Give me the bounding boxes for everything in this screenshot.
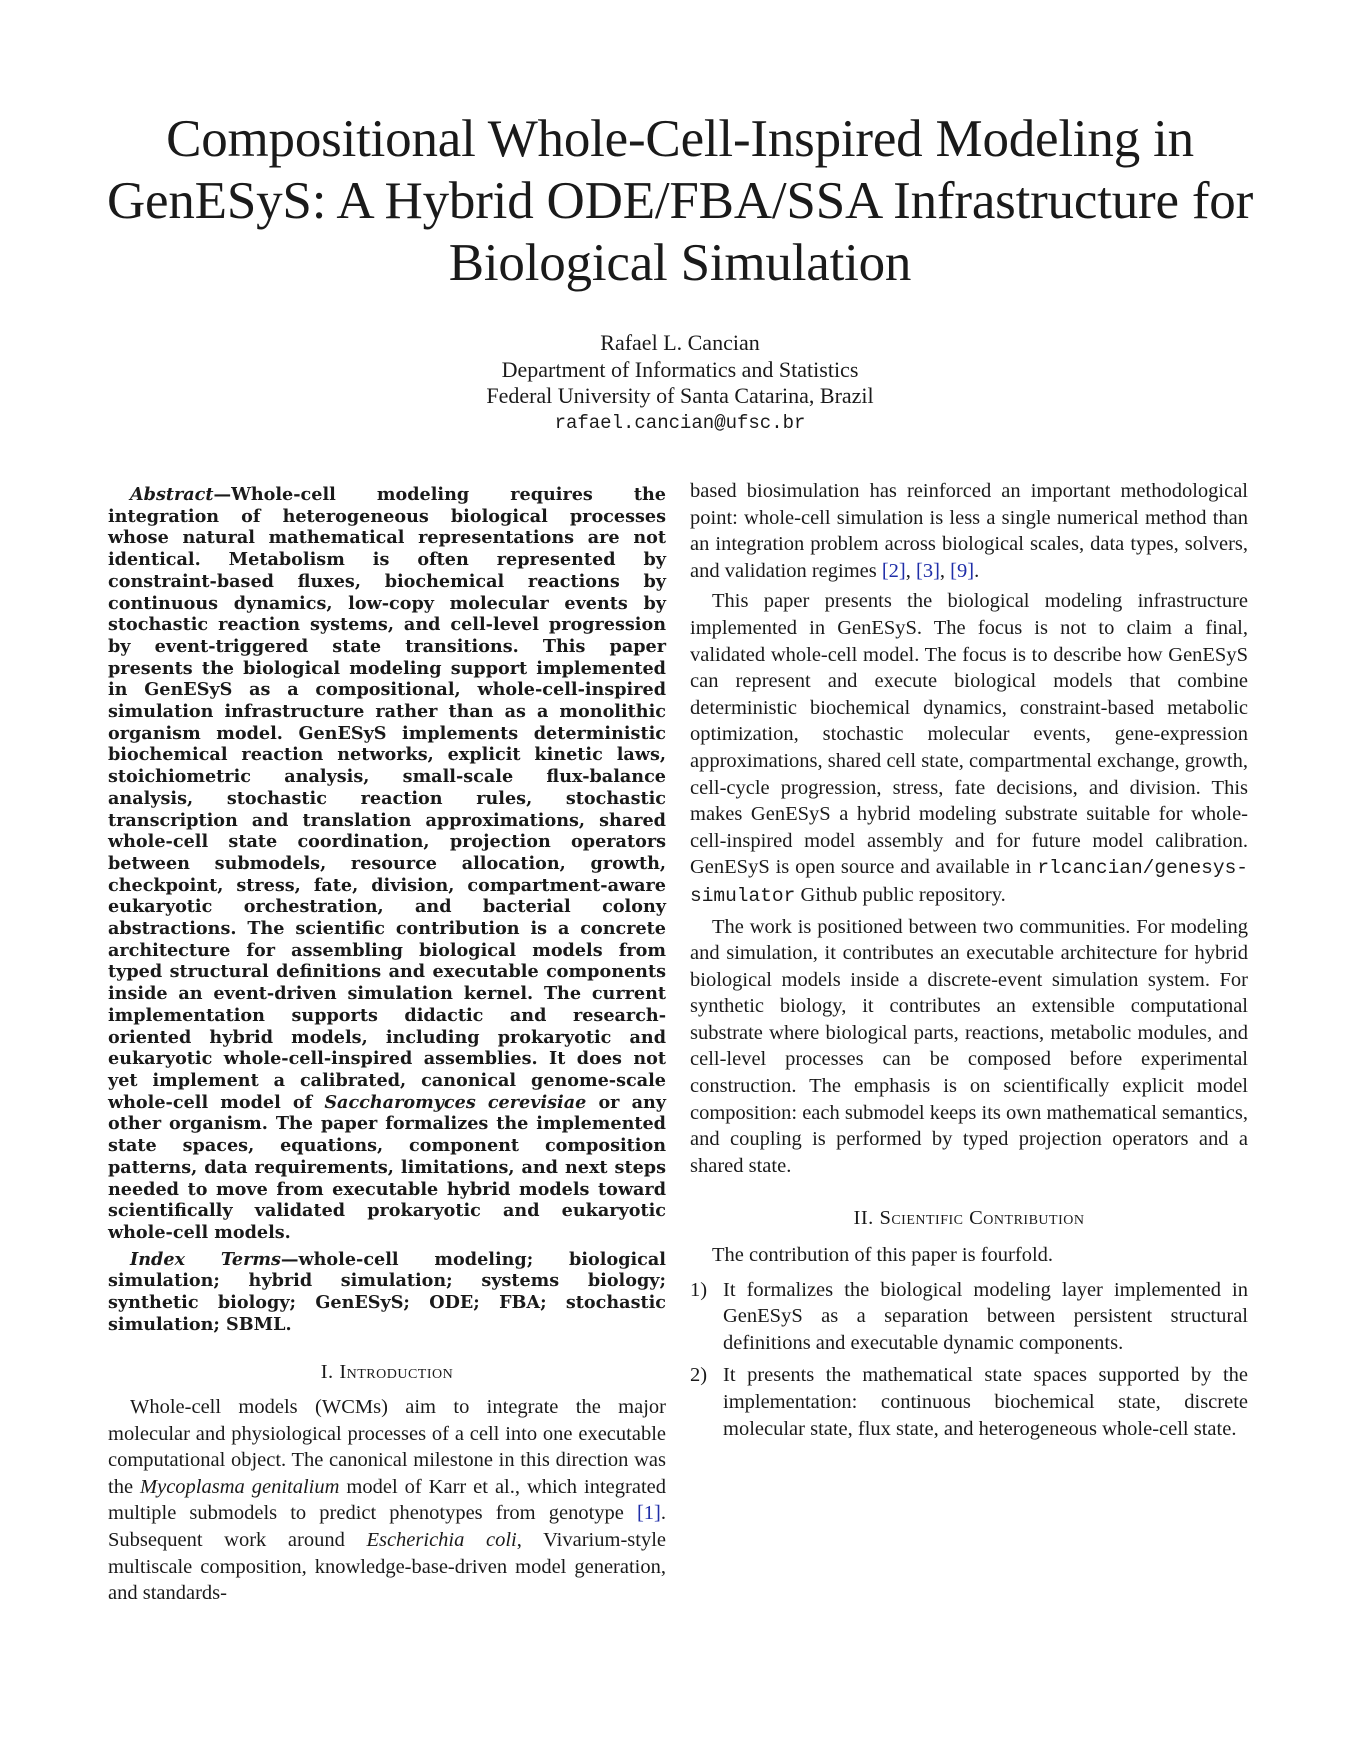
list-number: 1) — [690, 1278, 708, 1301]
index-terms-text: —whole-cell modeling; biological simulation; hybrid simulation; systems biology; synthetic biology; GenESyS; ODE; FBA; stochastic simulation; SBML. — [108, 1248, 666, 1335]
index-terms — [108, 1249, 666, 1336]
repository-name: rlcancian/genesys-simulator — [690, 857, 1248, 907]
citation-link[interactable]: [3] — [916, 559, 940, 582]
author-email: rafael.cancian@ufsc.br — [554, 411, 806, 434]
abstract — [108, 484, 666, 1244]
text-run: Github public repository. — [795, 883, 1006, 906]
organism-name: Escherichia coli — [366, 1528, 517, 1551]
section-numeral: II. — [853, 1207, 874, 1230]
list-item-text: It presents the mathematical state spaces supported by the implementation: continuous biochemical state, discrete molecular state, flux state, and heterogeneous whole-cell state. — [723, 1364, 1248, 1440]
abstract-organism: Saccharomyces cerevisiae — [324, 1091, 587, 1113]
text-run: based biosimulation has reinforced an important methodological point: whole-cell simulation is less a single numerical method than an integration problem across biological scales, data types, solvers, and validation regimes — [690, 480, 1248, 582]
contribution-intro: The contribution of this paper is fourfold. — [712, 1244, 1054, 1267]
citation-link[interactable]: [1] — [636, 1502, 661, 1525]
list-item — [690, 1277, 1248, 1357]
text-run-continued: , Vivarium-style multiscale composition, knowledge-base-driven model generation, and standards- — [108, 1528, 666, 1605]
list-number: 2) — [690, 1364, 708, 1387]
section-heading-introduction — [108, 1359, 666, 1386]
intro-paragraph-1-continued — [690, 478, 1248, 584]
section-title: Scientific Contribution — [879, 1207, 1085, 1230]
text-run: , — [939, 559, 951, 582]
left-column — [108, 484, 666, 1607]
section-heading-contribution — [690, 1205, 1248, 1232]
contribution-list — [690, 1277, 1248, 1443]
list-item-text: It formalizes the biological modeling layer implemented in GenESyS as a separation between persistent structural definitions and executable dynamic components. — [723, 1278, 1248, 1354]
intro-paragraph-3: The work is positioned between two communities. For modeling and simulation, it contributes an executable architecture for hybrid biological models inside a discrete-event simulation system. For synthetic biology, it contributes an extensible computational substrate where biological parts, reactions, metabolic modules, and cell-level processes can be composed before experimental construction. The emphasis is on scientifically explicit model composition: each submodel keeps its own mathematical semantics, and coupling is performed by typed projection operators and a shared state. — [690, 915, 1248, 1177]
intro-paragraph-1 — [108, 1394, 666, 1607]
author-block — [380, 330, 980, 436]
author-university: Federal University of Santa Catarina, Brazil — [486, 383, 874, 408]
author-department: Department of Informatics and Statistics — [501, 356, 859, 382]
section-title: Introduction — [339, 1361, 454, 1384]
text-run: , — [905, 559, 917, 582]
paper-title: Compositional Whole-Cell-Inspired Modeling in GenESyS: A Hybrid ODE/FBA/SSA Infrastructure for Biological Simulation — [106, 110, 1254, 292]
abstract-text: —Whole-cell modeling requires the integration of heterogeneous biological processes whose natural mathematical representations are not identical. Metabolism is often represented by constraint-based fluxes, biochemical reactions by continuous dynamics, low-copy molecular events by stochastic reaction systems, and cell-level progression by event-triggered state transitions. This paper presents the biological modeling support implemented in GenESyS as a compositional, whole-cell-inspired simulation infrastructure rather than as a monolithic organism model. GenESyS implements deterministic biochemical reaction networks, explicit kinetic laws, stoichiometric analysis, small-scale flux-balance analysis, stochastic reaction rules, stochastic transcription and translation approximations, shared whole-cell state coordination, projection operators between submodels, resource allocation, growth, checkpoint, stress, fate, division, compartment-aware eukaryotic orchestration, and bacterial colony abstractions. The scientific contribution is a concrete architecture for assembling biological models from typed structural definitions and executable components inside an event-driven simulation kernel. The current implementation supports didactic and research-oriented hybrid models, including prokaryotic and eukaryotic whole-cell-inspired assemblies. It does not yet implement a calibrated, canonical genome-scale whole-cell model of — [108, 484, 666, 1113]
intro-paragraph-2 — [690, 588, 1248, 909]
text-run: This paper presents the biological modeling infrastructure implemented in GenESyS. The focus is not to claim a final, validated whole-cell model. The focus is to describe how GenESyS can represent and execute biological models that combine deterministic biochemical dynamics, constraint-based metabolic optimization, stochastic molecular events, gene-expression approximations, shared cell state, compartmental exchange, growth, cell-cycle progression, stress, fate decisions, and division. This makes GenESyS a hybrid modeling substrate suitable for whole-cell-inspired model assembly and for future model calibration. GenESyS is open source and available in — [690, 590, 1248, 879]
text-run: model of Karr et al., which integrated multiple submodels to predict phenotypes from genotype — [108, 1475, 666, 1525]
text-run: . — [974, 559, 980, 582]
citation-link[interactable]: [9] — [950, 559, 975, 582]
text-run: Whole-cell models (WCMs) aim to integrate the major molecular and physiological processes of a cell into one executable computational object. The canonical milestone in this direction was the — [108, 1396, 666, 1498]
organism-name: Mycoplasma genitalium — [140, 1475, 340, 1498]
abstract-text-end: or any other organism. The paper formalizes the implemented state spaces, equations, component composition patterns, data requirements, limitations, and next steps needed to move from executable hybrid models toward scientifically validated prokaryotic and eukaryotic whole-cell models. — [108, 1091, 666, 1243]
right-column — [690, 478, 1248, 1448]
index-terms-label: Index Terms — [130, 1248, 281, 1270]
author-name: Rafael L. Cancian — [600, 330, 760, 355]
abstract-label: Abstract — [130, 484, 214, 505]
section-numeral: I. — [320, 1361, 334, 1384]
citation-link[interactable]: [2] — [881, 559, 906, 582]
list-item — [690, 1362, 1248, 1442]
text-run: . Subsequent work around — [108, 1502, 666, 1551]
